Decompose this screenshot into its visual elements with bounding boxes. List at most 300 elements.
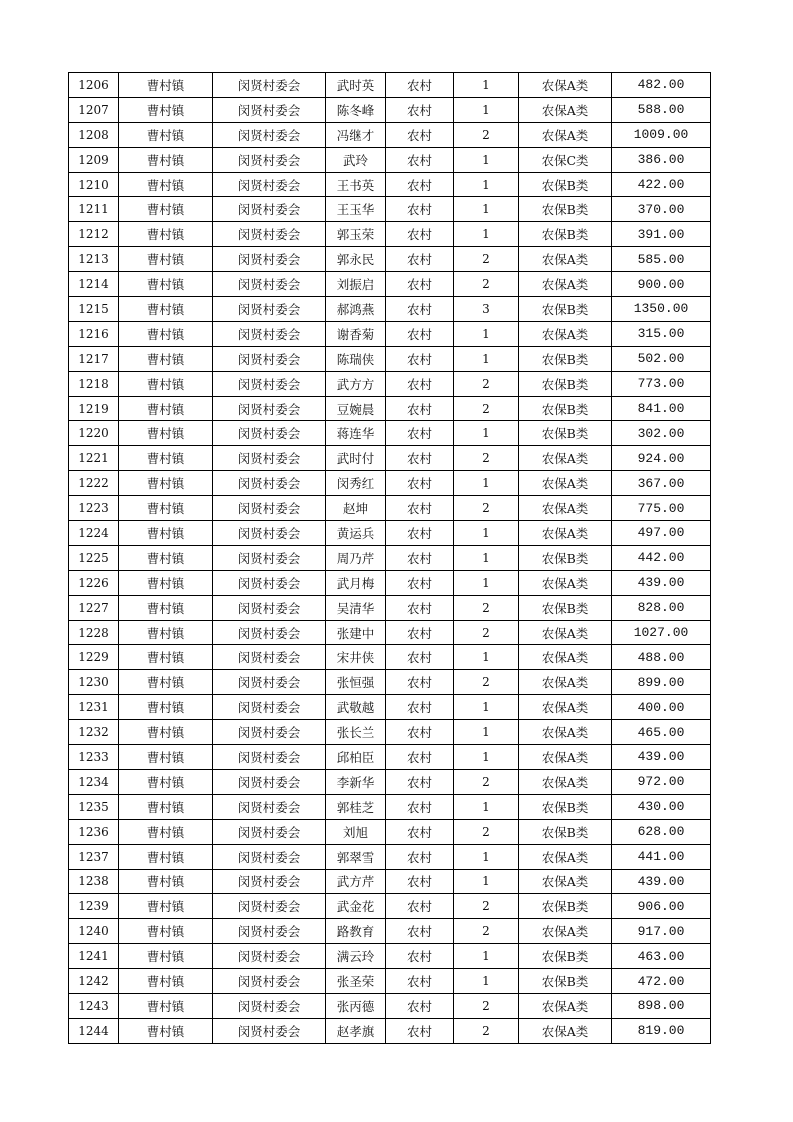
amount-cell: 302.00 <box>612 421 711 446</box>
town-cell: 曹村镇 <box>119 346 213 371</box>
amount-cell: 315.00 <box>612 321 711 346</box>
insurance-category-cell: 农保A类 <box>519 73 612 98</box>
household-type-cell: 农村 <box>386 595 454 620</box>
row-number-cell: 1206 <box>69 73 119 98</box>
insurance-category-cell: 农保A类 <box>519 645 612 670</box>
household-type-cell: 农村 <box>386 346 454 371</box>
town-cell: 曹村镇 <box>119 969 213 994</box>
town-cell: 曹村镇 <box>119 894 213 919</box>
table-row <box>69 695 711 720</box>
table-row <box>69 197 711 222</box>
village-committee-cell: 闵贤村委会 <box>213 745 326 770</box>
village-committee-cell: 闵贤村委会 <box>213 122 326 147</box>
amount-cell: 439.00 <box>612 869 711 894</box>
table-row <box>69 421 711 446</box>
recipient-table <box>68 72 711 1044</box>
row-number-cell: 1239 <box>69 894 119 919</box>
table-row <box>69 620 711 645</box>
table-row <box>69 919 711 944</box>
table-row <box>69 73 711 98</box>
row-number-cell: 1228 <box>69 620 119 645</box>
row-number-cell: 1237 <box>69 844 119 869</box>
row-number-cell: 1220 <box>69 421 119 446</box>
name-cell: 武玲 <box>326 147 386 172</box>
household-size-cell: 2 <box>454 122 519 147</box>
household-type-cell: 农村 <box>386 147 454 172</box>
household-type-cell: 农村 <box>386 371 454 396</box>
amount-cell: 1027.00 <box>612 620 711 645</box>
village-committee-cell: 闵贤村委会 <box>213 969 326 994</box>
town-cell: 曹村镇 <box>119 819 213 844</box>
amount-cell: 900.00 <box>612 272 711 297</box>
town-cell: 曹村镇 <box>119 247 213 272</box>
village-committee-cell: 闵贤村委会 <box>213 446 326 471</box>
village-committee-cell: 闵贤村委会 <box>213 695 326 720</box>
name-cell: 陈冬峰 <box>326 97 386 122</box>
household-size-cell: 1 <box>454 222 519 247</box>
name-cell: 宋井侠 <box>326 645 386 670</box>
name-cell: 刘振启 <box>326 272 386 297</box>
insurance-category-cell: 农保A类 <box>519 521 612 546</box>
row-number-cell: 1233 <box>69 745 119 770</box>
household-size-cell: 1 <box>454 645 519 670</box>
town-cell: 曹村镇 <box>119 645 213 670</box>
name-cell: 张建中 <box>326 620 386 645</box>
town-cell: 曹村镇 <box>119 97 213 122</box>
name-cell: 郭桂芝 <box>326 794 386 819</box>
village-committee-cell: 闵贤村委会 <box>213 346 326 371</box>
household-size-cell: 1 <box>454 147 519 172</box>
name-cell: 刘旭 <box>326 819 386 844</box>
name-cell: 武方芹 <box>326 869 386 894</box>
insurance-category-cell: 农保B类 <box>519 545 612 570</box>
table-row <box>69 745 711 770</box>
name-cell: 张丙德 <box>326 993 386 1018</box>
amount-cell: 439.00 <box>612 745 711 770</box>
town-cell: 曹村镇 <box>119 396 213 421</box>
household-type-cell: 农村 <box>386 297 454 322</box>
amount-cell: 463.00 <box>612 944 711 969</box>
amount-cell: 430.00 <box>612 794 711 819</box>
household-type-cell: 农村 <box>386 570 454 595</box>
table-row <box>69 794 711 819</box>
town-cell: 曹村镇 <box>119 222 213 247</box>
household-size-cell: 2 <box>454 819 519 844</box>
amount-cell: 1009.00 <box>612 122 711 147</box>
village-committee-cell: 闵贤村委会 <box>213 844 326 869</box>
household-type-cell: 农村 <box>386 122 454 147</box>
village-committee-cell: 闵贤村委会 <box>213 297 326 322</box>
insurance-category-cell: 农保B类 <box>519 819 612 844</box>
village-committee-cell: 闵贤村委会 <box>213 869 326 894</box>
table-row <box>69 645 711 670</box>
name-cell: 郝鸿燕 <box>326 297 386 322</box>
name-cell: 武时付 <box>326 446 386 471</box>
table-row <box>69 172 711 197</box>
town-cell: 曹村镇 <box>119 471 213 496</box>
town-cell: 曹村镇 <box>119 1018 213 1043</box>
table-row <box>69 819 711 844</box>
household-size-cell: 1 <box>454 944 519 969</box>
row-number-cell: 1214 <box>69 272 119 297</box>
table-row <box>69 545 711 570</box>
insurance-category-cell: 农保B类 <box>519 794 612 819</box>
household-size-cell: 2 <box>454 446 519 471</box>
town-cell: 曹村镇 <box>119 695 213 720</box>
village-committee-cell: 闵贤村委会 <box>213 147 326 172</box>
table-row <box>69 247 711 272</box>
insurance-category-cell: 农保A类 <box>519 471 612 496</box>
table-row <box>69 969 711 994</box>
insurance-category-cell: 农保C类 <box>519 147 612 172</box>
table-row <box>69 371 711 396</box>
amount-cell: 924.00 <box>612 446 711 471</box>
table-row <box>69 1018 711 1043</box>
household-type-cell: 农村 <box>386 172 454 197</box>
insurance-category-cell: 农保B类 <box>519 197 612 222</box>
table-row <box>69 122 711 147</box>
household-type-cell: 农村 <box>386 745 454 770</box>
name-cell: 郭玉荣 <box>326 222 386 247</box>
row-number-cell: 1218 <box>69 371 119 396</box>
village-committee-cell: 闵贤村委会 <box>213 97 326 122</box>
insurance-category-cell: 农保A类 <box>519 919 612 944</box>
household-type-cell: 农村 <box>386 919 454 944</box>
town-cell: 曹村镇 <box>119 421 213 446</box>
household-size-cell: 1 <box>454 869 519 894</box>
insurance-category-cell: 农保A类 <box>519 695 612 720</box>
town-cell: 曹村镇 <box>119 197 213 222</box>
name-cell: 张圣荣 <box>326 969 386 994</box>
household-size-cell: 1 <box>454 570 519 595</box>
row-number-cell: 1223 <box>69 496 119 521</box>
table-row <box>69 993 711 1018</box>
table-row <box>69 97 711 122</box>
name-cell: 赵坤 <box>326 496 386 521</box>
village-committee-cell: 闵贤村委会 <box>213 595 326 620</box>
household-size-cell: 2 <box>454 919 519 944</box>
household-type-cell: 农村 <box>386 993 454 1018</box>
row-number-cell: 1244 <box>69 1018 119 1043</box>
household-size-cell: 2 <box>454 620 519 645</box>
village-committee-cell: 闵贤村委会 <box>213 620 326 645</box>
row-number-cell: 1221 <box>69 446 119 471</box>
village-committee-cell: 闵贤村委会 <box>213 894 326 919</box>
amount-cell: 899.00 <box>612 670 711 695</box>
row-number-cell: 1219 <box>69 396 119 421</box>
village-committee-cell: 闵贤村委会 <box>213 197 326 222</box>
household-size-cell: 1 <box>454 471 519 496</box>
household-size-cell: 2 <box>454 396 519 421</box>
table-row <box>69 297 711 322</box>
household-type-cell: 农村 <box>386 545 454 570</box>
row-number-cell: 1213 <box>69 247 119 272</box>
table-row <box>69 222 711 247</box>
household-type-cell: 农村 <box>386 496 454 521</box>
row-number-cell: 1226 <box>69 570 119 595</box>
town-cell: 曹村镇 <box>119 919 213 944</box>
insurance-category-cell: 农保A类 <box>519 720 612 745</box>
town-cell: 曹村镇 <box>119 321 213 346</box>
village-committee-cell: 闵贤村委会 <box>213 944 326 969</box>
insurance-category-cell: 农保A类 <box>519 869 612 894</box>
row-number-cell: 1234 <box>69 769 119 794</box>
town-cell: 曹村镇 <box>119 844 213 869</box>
insurance-category-cell: 农保B类 <box>519 969 612 994</box>
name-cell: 陈瑞侠 <box>326 346 386 371</box>
name-cell: 吴清华 <box>326 595 386 620</box>
insurance-category-cell: 农保B类 <box>519 944 612 969</box>
household-size-cell: 2 <box>454 670 519 695</box>
town-cell: 曹村镇 <box>119 272 213 297</box>
household-size-cell: 3 <box>454 297 519 322</box>
row-number-cell: 1207 <box>69 97 119 122</box>
insurance-category-cell: 农保A类 <box>519 122 612 147</box>
row-number-cell: 1222 <box>69 471 119 496</box>
amount-cell: 386.00 <box>612 147 711 172</box>
village-committee-cell: 闵贤村委会 <box>213 720 326 745</box>
household-type-cell: 农村 <box>386 969 454 994</box>
insurance-category-cell: 农保A类 <box>519 769 612 794</box>
household-size-cell: 2 <box>454 371 519 396</box>
insurance-category-cell: 农保B类 <box>519 297 612 322</box>
table-row <box>69 894 711 919</box>
household-size-cell: 1 <box>454 346 519 371</box>
name-cell: 周乃芹 <box>326 545 386 570</box>
household-type-cell: 农村 <box>386 944 454 969</box>
household-size-cell: 2 <box>454 496 519 521</box>
row-number-cell: 1209 <box>69 147 119 172</box>
row-number-cell: 1230 <box>69 670 119 695</box>
village-committee-cell: 闵贤村委会 <box>213 1018 326 1043</box>
table-row <box>69 471 711 496</box>
household-type-cell: 农村 <box>386 894 454 919</box>
amount-cell: 442.00 <box>612 545 711 570</box>
village-committee-cell: 闵贤村委会 <box>213 421 326 446</box>
insurance-category-cell: 农保B类 <box>519 894 612 919</box>
village-committee-cell: 闵贤村委会 <box>213 670 326 695</box>
household-type-cell: 农村 <box>386 695 454 720</box>
amount-cell: 917.00 <box>612 919 711 944</box>
amount-cell: 400.00 <box>612 695 711 720</box>
row-number-cell: 1243 <box>69 993 119 1018</box>
row-number-cell: 1208 <box>69 122 119 147</box>
insurance-category-cell: 农保B类 <box>519 396 612 421</box>
household-size-cell: 2 <box>454 247 519 272</box>
town-cell: 曹村镇 <box>119 869 213 894</box>
row-number-cell: 1210 <box>69 172 119 197</box>
town-cell: 曹村镇 <box>119 595 213 620</box>
village-committee-cell: 闵贤村委会 <box>213 521 326 546</box>
name-cell: 武时英 <box>326 73 386 98</box>
amount-cell: 775.00 <box>612 496 711 521</box>
name-cell: 张长兰 <box>326 720 386 745</box>
name-cell: 路教育 <box>326 919 386 944</box>
row-number-cell: 1229 <box>69 645 119 670</box>
household-type-cell: 农村 <box>386 222 454 247</box>
table-body <box>69 73 711 1044</box>
name-cell: 王玉华 <box>326 197 386 222</box>
household-size-cell: 1 <box>454 794 519 819</box>
household-type-cell: 农村 <box>386 869 454 894</box>
household-size-cell: 2 <box>454 993 519 1018</box>
insurance-category-cell: 农保A类 <box>519 321 612 346</box>
household-size-cell: 2 <box>454 595 519 620</box>
name-cell: 冯继才 <box>326 122 386 147</box>
household-type-cell: 农村 <box>386 521 454 546</box>
village-committee-cell: 闵贤村委会 <box>213 272 326 297</box>
name-cell: 豆婉晨 <box>326 396 386 421</box>
town-cell: 曹村镇 <box>119 670 213 695</box>
insurance-category-cell: 农保B类 <box>519 222 612 247</box>
household-type-cell: 农村 <box>386 620 454 645</box>
village-committee-cell: 闵贤村委会 <box>213 794 326 819</box>
name-cell: 邱柏臣 <box>326 745 386 770</box>
insurance-category-cell: 农保A类 <box>519 620 612 645</box>
insurance-category-cell: 农保A类 <box>519 844 612 869</box>
town-cell: 曹村镇 <box>119 944 213 969</box>
town-cell: 曹村镇 <box>119 521 213 546</box>
town-cell: 曹村镇 <box>119 122 213 147</box>
amount-cell: 439.00 <box>612 570 711 595</box>
town-cell: 曹村镇 <box>119 720 213 745</box>
household-type-cell: 农村 <box>386 769 454 794</box>
table-row <box>69 446 711 471</box>
town-cell: 曹村镇 <box>119 297 213 322</box>
name-cell: 张恒强 <box>326 670 386 695</box>
village-committee-cell: 闵贤村委会 <box>213 471 326 496</box>
insurance-category-cell: 农保A类 <box>519 496 612 521</box>
table-row <box>69 570 711 595</box>
amount-cell: 585.00 <box>612 247 711 272</box>
town-cell: 曹村镇 <box>119 73 213 98</box>
name-cell: 武月梅 <box>326 570 386 595</box>
village-committee-cell: 闵贤村委会 <box>213 496 326 521</box>
village-committee-cell: 闵贤村委会 <box>213 919 326 944</box>
insurance-category-cell: 农保A类 <box>519 745 612 770</box>
village-committee-cell: 闵贤村委会 <box>213 396 326 421</box>
household-type-cell: 农村 <box>386 97 454 122</box>
table-row <box>69 720 711 745</box>
household-type-cell: 农村 <box>386 247 454 272</box>
amount-cell: 441.00 <box>612 844 711 869</box>
row-number-cell: 1216 <box>69 321 119 346</box>
amount-cell: 828.00 <box>612 595 711 620</box>
household-size-cell: 1 <box>454 321 519 346</box>
insurance-category-cell: 农保B类 <box>519 346 612 371</box>
household-type-cell: 农村 <box>386 794 454 819</box>
village-committee-cell: 闵贤村委会 <box>213 321 326 346</box>
household-type-cell: 农村 <box>386 446 454 471</box>
village-committee-cell: 闵贤村委会 <box>213 993 326 1018</box>
household-size-cell: 2 <box>454 272 519 297</box>
table-row <box>69 147 711 172</box>
amount-cell: 482.00 <box>612 73 711 98</box>
insurance-category-cell: 农保B类 <box>519 595 612 620</box>
insurance-category-cell: 农保A类 <box>519 570 612 595</box>
household-size-cell: 1 <box>454 73 519 98</box>
household-size-cell: 1 <box>454 97 519 122</box>
household-type-cell: 农村 <box>386 471 454 496</box>
household-size-cell: 2 <box>454 894 519 919</box>
name-cell: 闵秀红 <box>326 471 386 496</box>
insurance-category-cell: 农保A类 <box>519 97 612 122</box>
household-type-cell: 农村 <box>386 272 454 297</box>
table-row <box>69 496 711 521</box>
amount-cell: 819.00 <box>612 1018 711 1043</box>
household-size-cell: 1 <box>454 969 519 994</box>
row-number-cell: 1232 <box>69 720 119 745</box>
village-committee-cell: 闵贤村委会 <box>213 545 326 570</box>
town-cell: 曹村镇 <box>119 172 213 197</box>
name-cell: 赵孝旗 <box>326 1018 386 1043</box>
amount-cell: 773.00 <box>612 371 711 396</box>
town-cell: 曹村镇 <box>119 446 213 471</box>
town-cell: 曹村镇 <box>119 745 213 770</box>
insurance-category-cell: 农保B类 <box>519 172 612 197</box>
table-row <box>69 844 711 869</box>
name-cell: 武方方 <box>326 371 386 396</box>
village-committee-cell: 闵贤村委会 <box>213 570 326 595</box>
name-cell: 李新华 <box>326 769 386 794</box>
household-size-cell: 1 <box>454 172 519 197</box>
village-committee-cell: 闵贤村委会 <box>213 73 326 98</box>
village-committee-cell: 闵贤村委会 <box>213 645 326 670</box>
insurance-category-cell: 农保B类 <box>519 371 612 396</box>
town-cell: 曹村镇 <box>119 570 213 595</box>
amount-cell: 906.00 <box>612 894 711 919</box>
town-cell: 曹村镇 <box>119 545 213 570</box>
table-row <box>69 321 711 346</box>
amount-cell: 422.00 <box>612 172 711 197</box>
household-type-cell: 农村 <box>386 421 454 446</box>
row-number-cell: 1224 <box>69 521 119 546</box>
amount-cell: 972.00 <box>612 769 711 794</box>
row-number-cell: 1242 <box>69 969 119 994</box>
household-size-cell: 2 <box>454 1018 519 1043</box>
table-row <box>69 396 711 421</box>
amount-cell: 502.00 <box>612 346 711 371</box>
household-type-cell: 农村 <box>386 73 454 98</box>
insurance-category-cell: 农保A类 <box>519 993 612 1018</box>
amount-cell: 391.00 <box>612 222 711 247</box>
name-cell: 谢香菊 <box>326 321 386 346</box>
household-type-cell: 农村 <box>386 321 454 346</box>
row-number-cell: 1211 <box>69 197 119 222</box>
row-number-cell: 1225 <box>69 545 119 570</box>
household-type-cell: 农村 <box>386 645 454 670</box>
row-number-cell: 1231 <box>69 695 119 720</box>
household-size-cell: 1 <box>454 421 519 446</box>
household-type-cell: 农村 <box>386 819 454 844</box>
village-committee-cell: 闵贤村委会 <box>213 819 326 844</box>
amount-cell: 841.00 <box>612 396 711 421</box>
table-row <box>69 944 711 969</box>
village-committee-cell: 闵贤村委会 <box>213 247 326 272</box>
amount-cell: 472.00 <box>612 969 711 994</box>
household-size-cell: 1 <box>454 695 519 720</box>
table-row <box>69 670 711 695</box>
name-cell: 满云玲 <box>326 944 386 969</box>
amount-cell: 1350.00 <box>612 297 711 322</box>
table-row <box>69 521 711 546</box>
household-type-cell: 农村 <box>386 720 454 745</box>
household-type-cell: 农村 <box>386 197 454 222</box>
row-number-cell: 1235 <box>69 794 119 819</box>
village-committee-cell: 闵贤村委会 <box>213 371 326 396</box>
insurance-category-cell: 农保A类 <box>519 247 612 272</box>
household-size-cell: 1 <box>454 844 519 869</box>
